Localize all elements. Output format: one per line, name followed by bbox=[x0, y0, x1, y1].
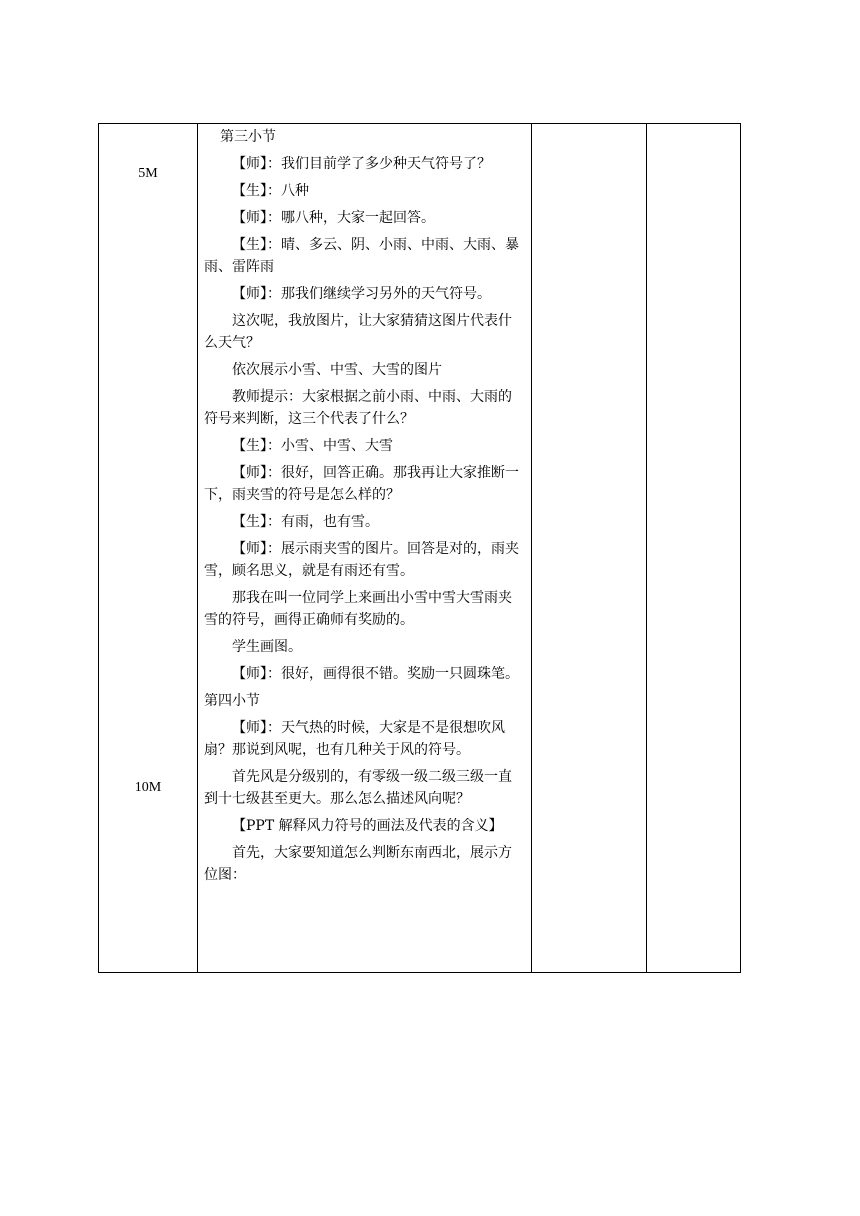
dialogue-line: 【师】：很好，回答正确。那我再让大家推断一下，雨夹雪的符号是怎么样的？ bbox=[204, 465, 519, 503]
instruction-line: 学生画图。 bbox=[232, 639, 302, 655]
dialogue-line: 那我在叫一位同学上来画出小雪中雪大雪雨夹雪的符号，画得正确师有奖励的。 bbox=[204, 590, 512, 628]
section-heading-4: 第四小节 bbox=[204, 693, 260, 709]
instruction-line: 教师提示：大家根据之前小雨、中雨、大雨的符号来判断，这三个代表了什么？ bbox=[204, 389, 512, 427]
blank-column-2 bbox=[646, 124, 741, 972]
dialogue-line: 【生】：八种 bbox=[232, 183, 309, 199]
instruction-line: 【PPT 解释风力符号的画法及代表的含义】 bbox=[232, 818, 503, 834]
dialogue-line: 【师】：很好，画得很不错。奖励一只圆珠笔。 bbox=[232, 666, 519, 682]
dialogue-line: 首先，大家要知道怎么判断东南西北，展示方位图： bbox=[204, 845, 512, 883]
lesson-content bbox=[204, 126, 523, 891]
dialogue-line: 【生】：小雪、中雪、大雪 bbox=[232, 438, 393, 454]
dialogue-line: 首先风是分级别的，有零级一级二级三级一直到十七级甚至更大。那么怎么描述风向呢？ bbox=[204, 769, 512, 807]
time-label-10m: 10M bbox=[134, 780, 162, 795]
blank-column-1 bbox=[531, 124, 647, 972]
lesson-plan-table bbox=[98, 123, 741, 973]
content-column bbox=[197, 124, 532, 972]
dialogue-line: 【师】：哪八种，大家一起回答。 bbox=[232, 210, 435, 226]
dialogue-line: 【师】：天气热的时候，大家是不是很想吹风扇？那说到风呢，也有几种关于风的符号。 bbox=[204, 720, 505, 758]
dialogue-line: 这次呢，我放图片，让大家猜猜这图片代表什么天气？ bbox=[204, 313, 512, 351]
time-column bbox=[99, 124, 198, 972]
instruction-line: 依次展示小雪、中雪、大雪的图片 bbox=[232, 362, 442, 378]
dialogue-line: 【师】：展示雨夹雪的图片。回答是对的，雨夹雪，顾名思义，就是有雨还有雪。 bbox=[204, 541, 519, 579]
dialogue-line: 【生】：晴、多云、阴、小雨、中雨、大雨、暴雨、雷阵雨 bbox=[204, 237, 519, 275]
time-label-5m: 5M bbox=[138, 166, 158, 181]
section-heading-3: 第三小节 bbox=[220, 129, 276, 145]
dialogue-line: 【师】：我们目前学了多少种天气符号了？ bbox=[232, 156, 491, 172]
dialogue-line: 【师】：那我们继续学习另外的天气符号。 bbox=[232, 286, 491, 302]
dialogue-line: 【生】：有雨，也有雪。 bbox=[232, 514, 379, 530]
